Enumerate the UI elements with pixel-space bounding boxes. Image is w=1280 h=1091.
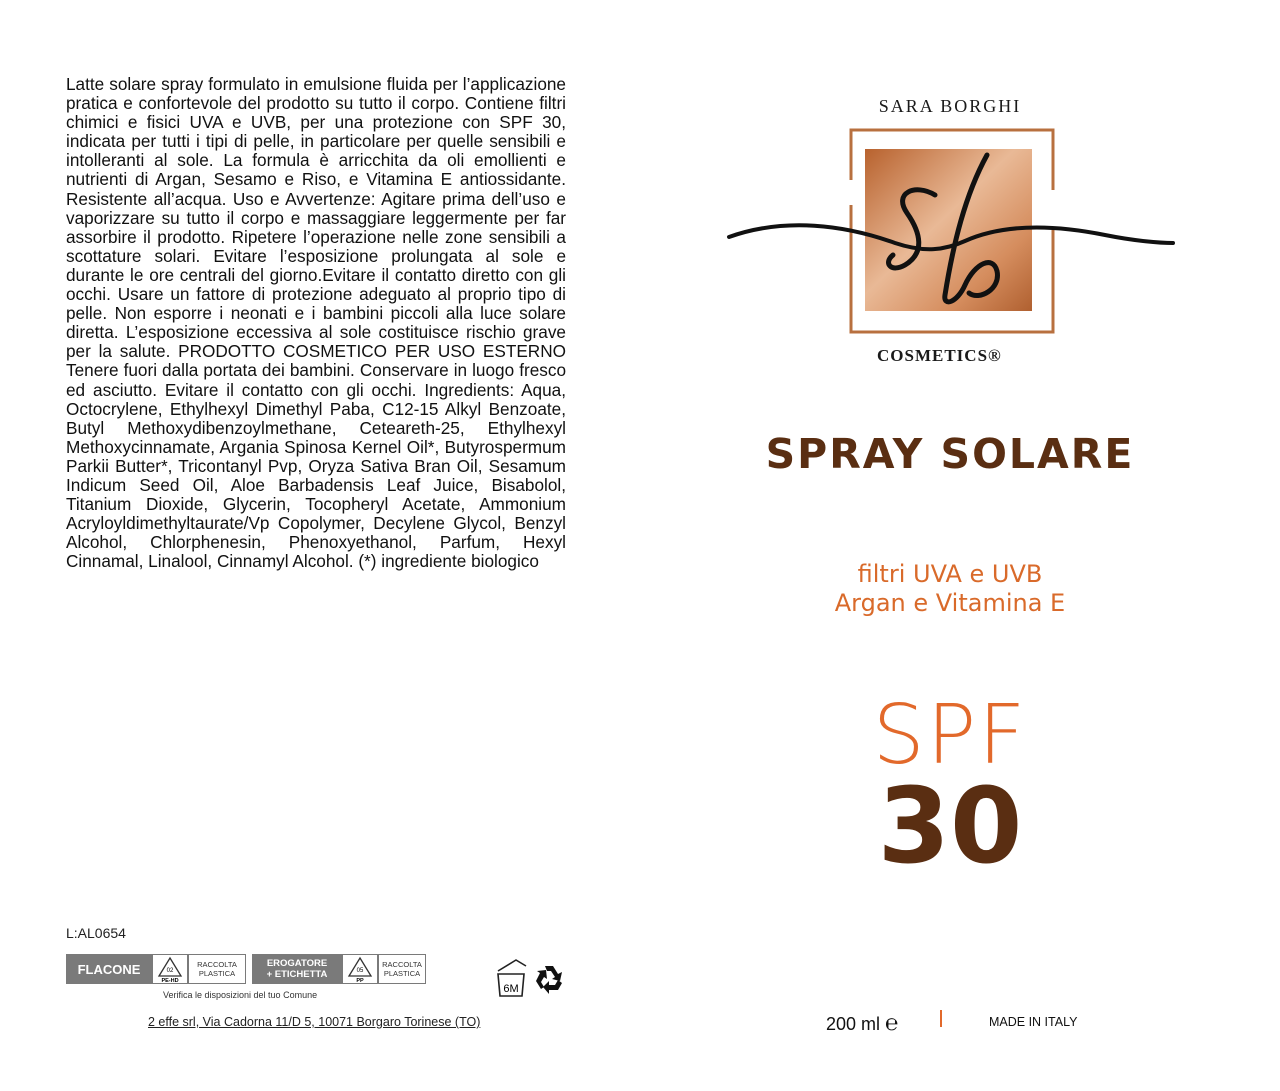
pao-value: 6M xyxy=(503,983,519,995)
bottle-label: FLACONE xyxy=(66,954,152,984)
brand-subtitle: COSMETICS® xyxy=(877,346,1002,365)
lot-number: L:AL0654 xyxy=(66,925,126,941)
bottle-code-num: 02 xyxy=(166,968,174,974)
cap-code-num: 05 xyxy=(356,968,364,974)
recycling-info-box xyxy=(66,954,426,984)
recycle-triangle-icon xyxy=(152,954,188,984)
feature-line-2: Argan e Vitamina E xyxy=(834,589,1066,617)
recycle-triangle-icon xyxy=(342,954,378,984)
cap-collection-line1: RACCOLTA xyxy=(382,960,422,969)
cap-collection-line2: PLASTICA xyxy=(383,969,421,978)
brand-logo xyxy=(725,125,1175,340)
separator xyxy=(940,1010,942,1027)
bottle-collection-line1: RACCOLTA xyxy=(197,960,237,969)
recycling-arrows-icon xyxy=(536,966,562,994)
product-name: SPRAY SOLARE xyxy=(765,430,1135,478)
spf-label: SPF xyxy=(872,688,1028,783)
pao-jar-icon xyxy=(494,958,570,1000)
feature-line-1: filtri UVA e UVB xyxy=(857,560,1043,588)
estimated-sign: ℮ xyxy=(885,1010,899,1035)
spf-value: 30 xyxy=(877,765,1023,887)
cap-label-line2: + ETICHETTA xyxy=(266,969,328,980)
bottle-collection-line2: PLASTICA xyxy=(198,969,236,978)
brand-name: SARA BORGHI xyxy=(878,96,1022,116)
origin-label: MADE IN ITALY xyxy=(989,1015,1078,1029)
cap-collection xyxy=(378,954,426,984)
manufacturer-address: 2 effe srl, Via Cadorna 11/D 5, 10071 Borgaro Torinese (TO) xyxy=(148,1015,481,1029)
cap-label xyxy=(252,954,342,984)
symbol-icons xyxy=(494,958,570,1004)
bottle-collection xyxy=(188,954,246,984)
bottle-code: PE-HD xyxy=(161,978,179,983)
volume xyxy=(826,1010,898,1036)
volume-value: 200 ml xyxy=(826,1014,881,1034)
cap-label-line1: EROGATORE xyxy=(266,958,328,969)
product-description: Latte solare spray formulato in emulsione fluida per l’applicazione pratica e confortevole del prodotto su tutto il corpo. Contiene filtri chimici e fisici UVA e UVB, per una protezione con SPF 30, indicata per tutti i tipi di pelle, in particolare per quelle sensibili e intolleranti al sole. La formula è arricchita da oli emollienti e nutrienti di Argan, Sesamo e Riso, e Vitamina E antiossidante. Resistente all’acqua. Uso e Avvertenze: Agitare prima dell’uso e vaporizzare su tutto il corpo e massaggiare leggermente per far assorbire il prodotto. Ripetere l’operazione nelle zone sensibili a scottature solari. Evitare l’esposizione prolungata al sole e durante le ore centrali del giorno.Evitare il contatto diretto con gli occhi. Usare un fattore di protezione adeguato al proprio tipo di pelle. Non esporre i neonati e i bambini piccoli alla luce solare diretta. L’esposizione eccessiva al sole costituisce rischio grave per la salute. PRODOTTO COSMETICO PER USO ESTERNO Tenere fuori dalla portata dei bambini. Conservare in luogo fresco ed asciutto. Evitare il contatto con gli occhi. Ingredients: Aqua, Octocrylene, Ethylhexyl Dimethyl Paba, C12-15 Alkyl Benzoate, Butyl Methoxydibenzoylmethane, Ceteareth-25, Ethylhexyl Methoxycinnamate, Argania Spinosa Kernel Oil*, Butyrospermum Parkii Butter*, Tricontanyl Pvp, Oryza Sativa Bran Oil, Sesamum Indicum Seed Oil, Aloe Barbadensis Leaf Juice, Bisabolol, Titanium Dioxide, Glycerin, Tocopheryl Acetate, Ammonium Acryloyldimethyltaurate/Vp Copolymer, Decylene Glycol, Benzyl Alcohol, Chlorphenesin, Phenoxyethanol, Parfum, Hexyl Cinnamal, Linalool, Cinnamyl Alcohol. (*) ingrediente biologico xyxy=(66,74,566,572)
verify-note: Verifica le disposizioni del tuo Comune xyxy=(163,990,318,1000)
cap-code: PP xyxy=(356,978,364,983)
